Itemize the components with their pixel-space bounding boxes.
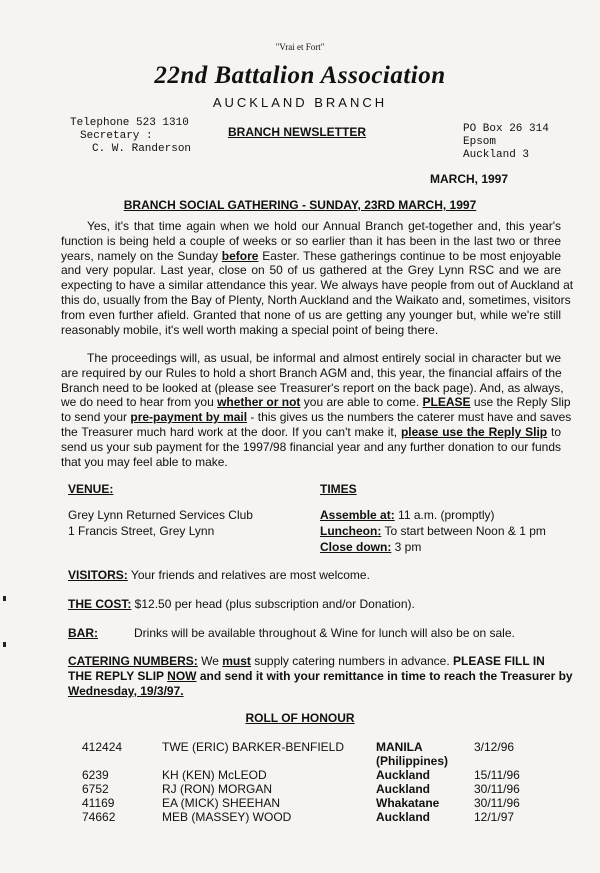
emphasis: PLEASE (422, 395, 471, 410)
catering-block (68, 654, 573, 699)
text: years, namely on the Sunday (61, 248, 222, 263)
para2-line: The proceedings will, as usual, be informal and almost entirely social in character but we (87, 351, 561, 365)
catering-line-2 (68, 669, 573, 684)
luncheon-row (320, 523, 546, 539)
roll-place: Auckland (376, 810, 431, 824)
emphasis: whether or not (217, 395, 301, 410)
address-line-2: Epsom (463, 136, 497, 148)
newsletter-date: MARCH, 1997 (430, 172, 509, 186)
secretary-label: Secretary : (80, 130, 153, 142)
close-down-label: Close down: (320, 540, 392, 554)
bar-label-text: BAR: (68, 626, 98, 640)
motto: "Vrai et Fort" (275, 42, 325, 52)
roll-of-honour-title: ROLL OF HONOUR (245, 711, 355, 725)
roll-date: 30/11/96 (474, 796, 520, 810)
luncheon-value: To start between Noon & 1 pm (381, 524, 546, 538)
catering-label: CATERING NUMBERS: (68, 654, 198, 668)
assemble-label: Assemble at: (320, 508, 395, 522)
text: to (547, 424, 562, 439)
paragraph-2 (61, 351, 572, 469)
roll-num: 6752 (82, 782, 109, 796)
visitors-text: Your friends and relatives are most welcome. (127, 568, 370, 582)
branch-name: AUCKLAND BRANCH (212, 95, 388, 110)
roll-name: TWE (ERIC) BARKER-BENFIELD (162, 740, 345, 754)
emphasis: pre-payment by mail (130, 410, 248, 425)
roll-date: 3/12/96 (474, 740, 515, 754)
address-line-1: PO Box 26 314 (463, 123, 549, 135)
para2-line: send us your sub payment for the 1997/98 financial year and any further donation to our funds (61, 439, 561, 454)
text: We (197, 654, 223, 668)
scan-mark (3, 596, 6, 601)
association-title: 22nd Battalion Association (154, 62, 446, 89)
para1-line (61, 249, 561, 264)
para1-line: from even further afield. Granted that none of us are getting any younger but, while we're still (61, 307, 561, 322)
telephone: Telephone 523 1310 (70, 117, 189, 129)
close-down-value: 3 pm (391, 540, 422, 554)
roll-num: 412424 (82, 740, 123, 754)
section-heading: BRANCH SOCIAL GATHERING - SUNDAY, 23RD MARCH, 1997 (123, 198, 477, 212)
text: Easter. These gatherings continue to be most enjoyable (258, 248, 561, 263)
catering-line-1 (68, 654, 558, 669)
para2-line (61, 395, 571, 410)
emphasis: please use the Reply Slip (400, 424, 548, 439)
newsletter-heading: BRANCH NEWSLETTER (228, 125, 366, 139)
secretary-name: C. W. Randerson (92, 143, 192, 155)
para1-line: function is being held a couple of weeks or so earlier than it has been in the last two or three (61, 233, 561, 248)
emphasis: before (221, 248, 259, 263)
now-emphasis: NOW (167, 669, 197, 683)
text: you are able to come. (300, 395, 423, 410)
visitors-row (68, 567, 370, 583)
bar-text: Drinks will be available throughout & Wine for lunch will also be on sale. (134, 626, 515, 640)
para2-line: that you may feel able to make. (61, 454, 228, 469)
text: the Treasurer much hard work at the door. If you can't make it, (61, 424, 401, 439)
roll-num: 41169 (82, 796, 115, 810)
visitors-label: VISITORS: (68, 568, 128, 582)
must-emphasis: must (222, 654, 251, 668)
cost-label: THE COST: (68, 597, 132, 611)
cost-row (68, 596, 415, 612)
roll-place: MANILA (376, 740, 423, 754)
text: we do need to hear from you (61, 395, 218, 410)
scan-mark (3, 642, 6, 647)
venue-line-1: Grey Lynn Returned Services Club (68, 508, 253, 522)
roll-date: 30/11/96 (474, 782, 520, 796)
assemble-value: 11 a.m. (promptly) (394, 508, 495, 522)
reply-slip-emphasis: THE REPLY SLIP (68, 669, 168, 683)
roll-name: KH (KEN) McLEOD (162, 768, 267, 782)
para1-line: expecting to have a similar attendance this year. We always have people from out of Auckland at (61, 278, 574, 293)
fill-in-emphasis: PLEASE FILL IN (453, 654, 545, 668)
roll-name: MEB (MASSEY) WOOD (162, 810, 292, 824)
text: supply catering numbers in advance. (250, 654, 454, 668)
close-down-row (320, 539, 421, 555)
venue-line-2: 1 Francis Street, Grey Lynn (68, 524, 215, 538)
luncheon-label: Luncheon: (320, 524, 382, 538)
roll-place: Auckland (376, 768, 431, 782)
para2-line (61, 410, 572, 425)
deadline: Wednesday, 19/3/97. (68, 684, 184, 698)
para2-line: are required by our Rules to hold a short Branch AGM and, this year, the financial affairs of the (61, 365, 562, 380)
address-line-3: Auckland 3 (463, 149, 530, 161)
roll-name: EA (MICK) SHEEHAN (162, 796, 281, 810)
text: and send it with your remittance in time to reach the Treasurer by (196, 669, 573, 683)
times-label: TIMES (320, 482, 357, 496)
para2-line (61, 425, 561, 440)
cost-text: $12.50 per head (plus subscription and/or Donation). (131, 597, 415, 611)
roll-place-detail: (Philippines) (376, 754, 448, 768)
bar-label (68, 625, 98, 641)
para2-line: Branch need to be looked at (please see Treasurer's report on the back page). And, as always, (61, 380, 564, 395)
paragraph-1 (61, 219, 574, 337)
assemble-row (320, 507, 495, 523)
text: use the Reply Slip (470, 395, 571, 410)
text: - this gives us the numbers the caterer must have and saves (247, 410, 572, 425)
para1-line: Yes, it's that time again when we hold our Annual Branch get-together and, this year's (87, 219, 561, 233)
para1-line: and very popular. Last year, close on 50 of us gathered at the Grey Lynn RSC and we are (61, 263, 561, 278)
roll-num: 74662 (82, 810, 116, 824)
catering-line-3 (68, 684, 558, 699)
roll-num: 6239 (82, 768, 109, 782)
para1-line: this do, usually from the Bay of Plenty, North Auckland and the Waikato and, sometimes, visitors (61, 292, 571, 307)
roll-place: Whakatane (376, 796, 440, 810)
venue-label: VENUE: (68, 482, 114, 496)
text: to send your (61, 410, 131, 425)
roll-place: Auckland (376, 782, 431, 796)
roll-date: 15/11/96 (474, 768, 520, 782)
roll-date: 12/1/97 (474, 810, 515, 824)
roll-name: RJ (RON) MORGAN (162, 782, 272, 796)
para1-line: reasonably mobile, it's well worth making a special point of being there. (61, 322, 439, 337)
